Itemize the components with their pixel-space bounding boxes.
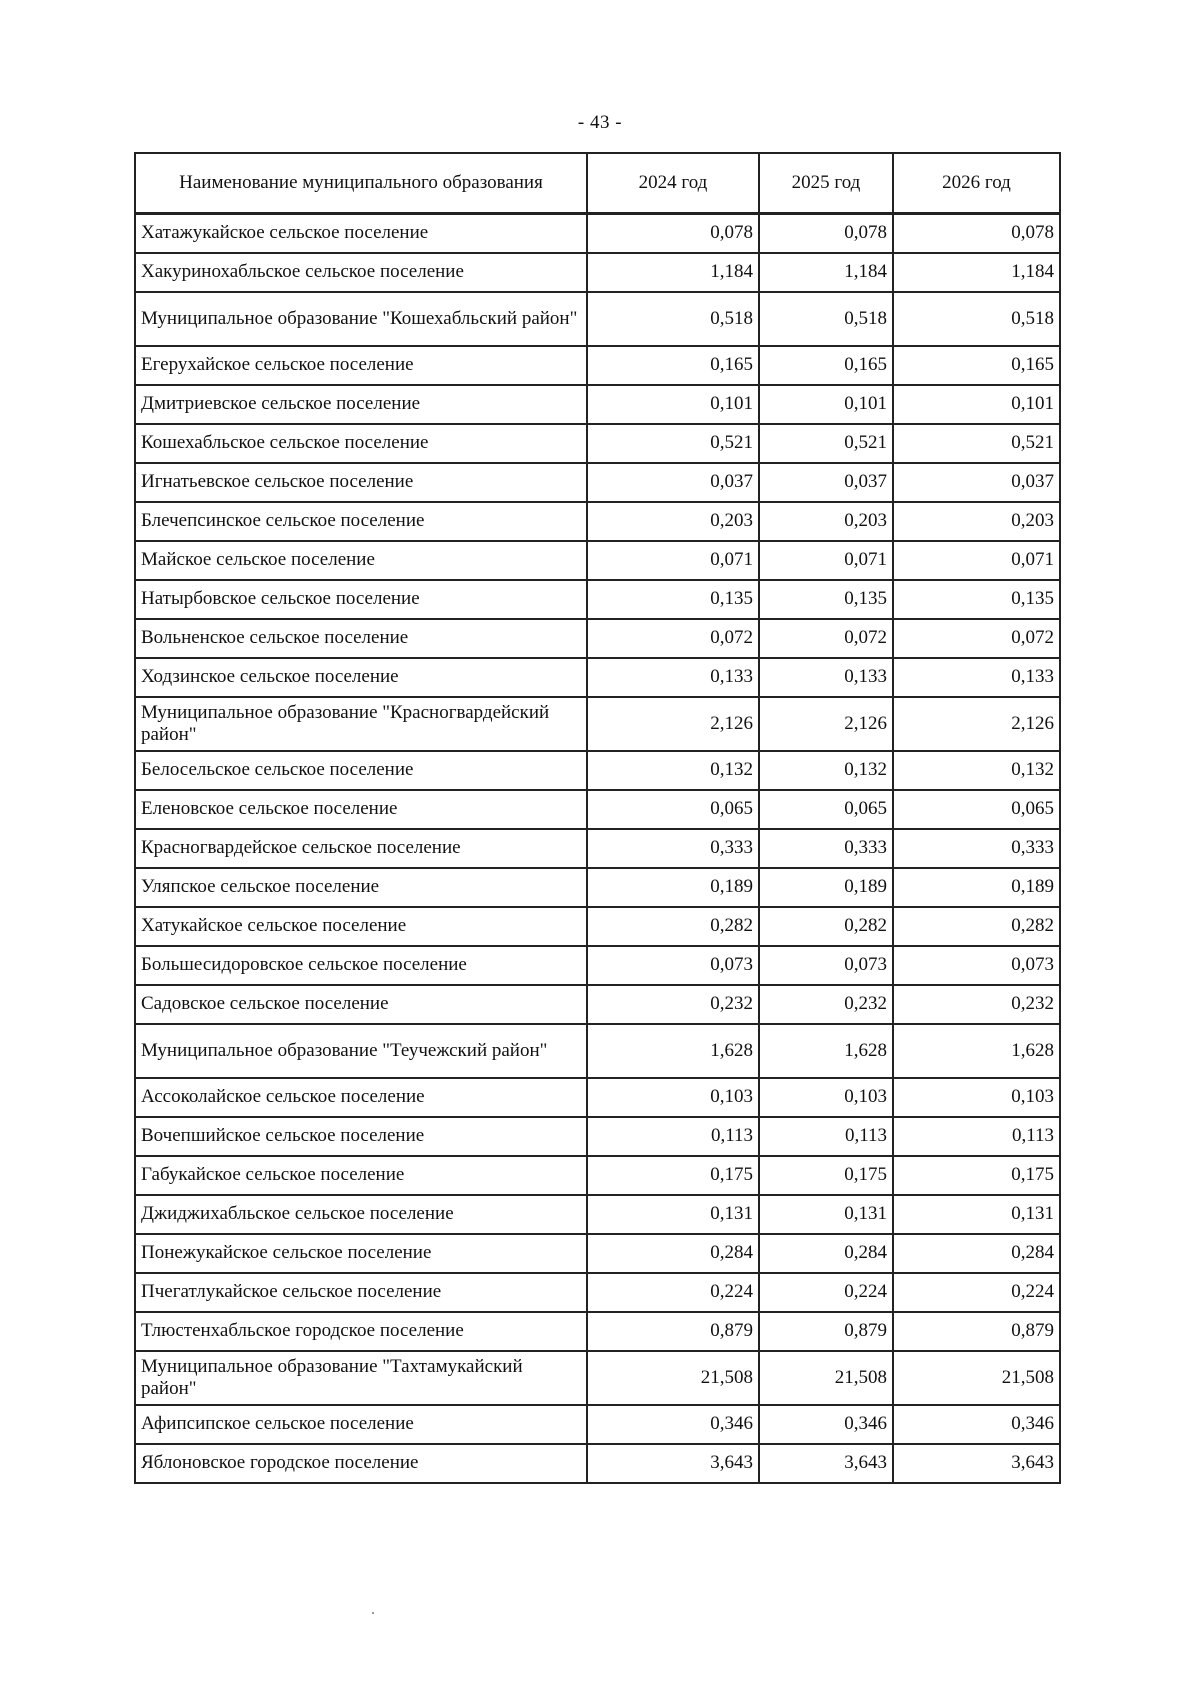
table-row <box>135 751 1060 790</box>
scan-speck <box>372 1612 374 1614</box>
municipality-name-cell: Хакуринохабльское сельское поселение <box>135 253 587 292</box>
municipality-name-cell: Афипсипское сельское поселение <box>135 1405 587 1444</box>
municipality-name-cell: Натырбовское сельское поселение <box>135 580 587 619</box>
value-2024-cell: 1,184 <box>587 253 759 292</box>
value-2026-cell: 1,184 <box>893 253 1060 292</box>
value-2024-cell: 0,346 <box>587 1405 759 1444</box>
value-2024-cell: 0,203 <box>587 502 759 541</box>
table-row <box>135 1195 1060 1234</box>
value-2026-cell: 0,346 <box>893 1405 1060 1444</box>
value-2025-cell: 2,126 <box>759 697 893 751</box>
value-2024-cell: 0,135 <box>587 580 759 619</box>
value-2025-cell: 0,078 <box>759 214 893 253</box>
value-2026-cell: 0,073 <box>893 946 1060 985</box>
value-2025-cell: 1,184 <box>759 253 893 292</box>
table-row <box>135 1078 1060 1117</box>
value-2025-cell: 0,232 <box>759 985 893 1024</box>
table-row <box>135 868 1060 907</box>
value-2024-cell: 0,165 <box>587 346 759 385</box>
value-2025-cell: 0,071 <box>759 541 893 580</box>
table-row <box>135 1234 1060 1273</box>
municipality-name-cell: Майское сельское поселение <box>135 541 587 580</box>
value-2025-cell: 0,101 <box>759 385 893 424</box>
table-row <box>135 580 1060 619</box>
value-2026-cell: 0,232 <box>893 985 1060 1024</box>
table-row <box>135 697 1060 751</box>
value-2025-cell: 0,224 <box>759 1273 893 1312</box>
table-row <box>135 424 1060 463</box>
value-2024-cell: 0,189 <box>587 868 759 907</box>
value-2025-cell: 0,333 <box>759 829 893 868</box>
value-2024-cell: 0,224 <box>587 1273 759 1312</box>
value-2026-cell: 0,071 <box>893 541 1060 580</box>
header-2024: 2024 год <box>587 153 759 214</box>
value-2026-cell: 0,135 <box>893 580 1060 619</box>
value-2026-cell: 0,113 <box>893 1117 1060 1156</box>
table-row <box>135 829 1060 868</box>
value-2025-cell: 1,628 <box>759 1024 893 1078</box>
municipality-name-cell: Блечепсинское сельское поселение <box>135 502 587 541</box>
municipality-name-cell: Дмитриевское сельское поселение <box>135 385 587 424</box>
table-row <box>135 985 1060 1024</box>
table-row <box>135 292 1060 346</box>
value-2026-cell: 0,065 <box>893 790 1060 829</box>
municipality-name-cell: Егерухайское сельское поселение <box>135 346 587 385</box>
municipality-name-cell: Муниципальное образование "Тахтамукайский район" <box>135 1351 587 1405</box>
municipality-name-cell: Муниципальное образование "Теучежский район" <box>135 1024 587 1078</box>
municipality-name-cell: Уляпское сельское поселение <box>135 868 587 907</box>
value-2025-cell: 0,065 <box>759 790 893 829</box>
value-2026-cell: 0,518 <box>893 292 1060 346</box>
value-2024-cell: 0,232 <box>587 985 759 1024</box>
value-2026-cell: 0,189 <box>893 868 1060 907</box>
value-2026-cell: 0,521 <box>893 424 1060 463</box>
value-2025-cell: 0,175 <box>759 1156 893 1195</box>
table-row <box>135 619 1060 658</box>
municipality-name-cell: Садовское сельское поселение <box>135 985 587 1024</box>
municipality-name-cell: Хатажукайское сельское поселение <box>135 214 587 253</box>
table-body <box>135 214 1060 1483</box>
value-2024-cell: 0,072 <box>587 619 759 658</box>
value-2025-cell: 0,073 <box>759 946 893 985</box>
municipality-name-cell: Ходзинское сельское поселение <box>135 658 587 697</box>
value-2024-cell: 0,175 <box>587 1156 759 1195</box>
value-2025-cell: 0,037 <box>759 463 893 502</box>
table-row <box>135 1312 1060 1351</box>
value-2024-cell: 1,628 <box>587 1024 759 1078</box>
value-2025-cell: 0,346 <box>759 1405 893 1444</box>
table-row <box>135 385 1060 424</box>
municipality-name-cell: Кошехабльское сельское поселение <box>135 424 587 463</box>
value-2026-cell: 0,133 <box>893 658 1060 697</box>
value-2025-cell: 21,508 <box>759 1351 893 1405</box>
table-header-row <box>135 153 1060 214</box>
value-2025-cell: 0,072 <box>759 619 893 658</box>
municipality-name-cell: Яблоновское городское поселение <box>135 1444 587 1483</box>
value-2026-cell: 21,508 <box>893 1351 1060 1405</box>
value-2024-cell: 0,078 <box>587 214 759 253</box>
table-row <box>135 541 1060 580</box>
value-2025-cell: 0,113 <box>759 1117 893 1156</box>
value-2026-cell: 0,103 <box>893 1078 1060 1117</box>
value-2025-cell: 0,189 <box>759 868 893 907</box>
municipality-name-cell: Муниципальное образование "Кошехабльский район" <box>135 292 587 346</box>
table-row <box>135 1024 1060 1078</box>
municipality-name-cell: Игнатьевское сельское поселение <box>135 463 587 502</box>
value-2024-cell: 0,113 <box>587 1117 759 1156</box>
value-2024-cell: 0,282 <box>587 907 759 946</box>
value-2025-cell: 0,282 <box>759 907 893 946</box>
value-2026-cell: 0,175 <box>893 1156 1060 1195</box>
header-municipality: Наименование муниципального образования <box>135 153 587 214</box>
value-2025-cell: 0,165 <box>759 346 893 385</box>
table-row <box>135 463 1060 502</box>
value-2026-cell: 0,078 <box>893 214 1060 253</box>
value-2024-cell: 0,879 <box>587 1312 759 1351</box>
municipality-name-cell: Муниципальное образование "Красногвардейский район" <box>135 697 587 751</box>
table-row <box>135 790 1060 829</box>
value-2024-cell: 0,065 <box>587 790 759 829</box>
value-2026-cell: 0,879 <box>893 1312 1060 1351</box>
municipality-name-cell: Хатукайское сельское поселение <box>135 907 587 946</box>
municipality-name-cell: Пчегатлукайское сельское поселение <box>135 1273 587 1312</box>
value-2025-cell: 0,518 <box>759 292 893 346</box>
municipality-name-cell: Белосельское сельское поселение <box>135 751 587 790</box>
value-2025-cell: 0,133 <box>759 658 893 697</box>
value-2024-cell: 0,518 <box>587 292 759 346</box>
value-2024-cell: 3,643 <box>587 1444 759 1483</box>
table-row <box>135 1405 1060 1444</box>
municipality-name-cell: Джиджихабльское сельское поселение <box>135 1195 587 1234</box>
municipality-name-cell: Еленовское сельское поселение <box>135 790 587 829</box>
table-row <box>135 658 1060 697</box>
value-2024-cell: 0,132 <box>587 751 759 790</box>
value-2026-cell: 0,333 <box>893 829 1060 868</box>
value-2025-cell: 0,135 <box>759 580 893 619</box>
value-2025-cell: 0,284 <box>759 1234 893 1273</box>
header-2026: 2026 год <box>893 153 1060 214</box>
value-2024-cell: 0,284 <box>587 1234 759 1273</box>
municipality-name-cell: Тлюстенхабльское городское поселение <box>135 1312 587 1351</box>
value-2024-cell: 0,521 <box>587 424 759 463</box>
table-row <box>135 946 1060 985</box>
header-2025: 2025 год <box>759 153 893 214</box>
value-2026-cell: 0,037 <box>893 463 1060 502</box>
value-2024-cell: 0,101 <box>587 385 759 424</box>
value-2026-cell: 0,132 <box>893 751 1060 790</box>
value-2024-cell: 0,333 <box>587 829 759 868</box>
value-2026-cell: 0,203 <box>893 502 1060 541</box>
value-2026-cell: 0,224 <box>893 1273 1060 1312</box>
table-row <box>135 346 1060 385</box>
value-2026-cell: 0,165 <box>893 346 1060 385</box>
table-row <box>135 502 1060 541</box>
municipality-name-cell: Понежукайское сельское поселение <box>135 1234 587 1273</box>
value-2025-cell: 0,131 <box>759 1195 893 1234</box>
value-2024-cell: 2,126 <box>587 697 759 751</box>
value-2025-cell: 0,203 <box>759 502 893 541</box>
value-2024-cell: 0,133 <box>587 658 759 697</box>
value-2025-cell: 3,643 <box>759 1444 893 1483</box>
value-2024-cell: 21,508 <box>587 1351 759 1405</box>
value-2024-cell: 0,073 <box>587 946 759 985</box>
municipality-name-cell: Вольненское сельское поселение <box>135 619 587 658</box>
value-2025-cell: 0,132 <box>759 751 893 790</box>
municipality-name-cell: Большесидоровское сельское поселение <box>135 946 587 985</box>
value-2025-cell: 0,521 <box>759 424 893 463</box>
municipality-name-cell: Ассоколайское сельское поселение <box>135 1078 587 1117</box>
value-2026-cell: 1,628 <box>893 1024 1060 1078</box>
budget-table <box>134 152 1061 1484</box>
table-row <box>135 1444 1060 1483</box>
table-row <box>135 1156 1060 1195</box>
value-2026-cell: 0,101 <box>893 385 1060 424</box>
value-2026-cell: 0,131 <box>893 1195 1060 1234</box>
value-2024-cell: 0,037 <box>587 463 759 502</box>
value-2024-cell: 0,131 <box>587 1195 759 1234</box>
value-2025-cell: 0,879 <box>759 1312 893 1351</box>
value-2024-cell: 0,103 <box>587 1078 759 1117</box>
value-2025-cell: 0,103 <box>759 1078 893 1117</box>
municipality-name-cell: Вочепшийское сельское поселение <box>135 1117 587 1156</box>
value-2026-cell: 0,284 <box>893 1234 1060 1273</box>
municipality-name-cell: Габукайское сельское поселение <box>135 1156 587 1195</box>
table-row <box>135 214 1060 253</box>
page-number: - 43 - <box>577 112 623 133</box>
value-2026-cell: 0,072 <box>893 619 1060 658</box>
value-2024-cell: 0,071 <box>587 541 759 580</box>
municipality-name-cell: Красногвардейское сельское поселение <box>135 829 587 868</box>
value-2026-cell: 3,643 <box>893 1444 1060 1483</box>
table-row <box>135 253 1060 292</box>
table-row <box>135 1273 1060 1312</box>
value-2026-cell: 2,126 <box>893 697 1060 751</box>
value-2026-cell: 0,282 <box>893 907 1060 946</box>
table-row <box>135 907 1060 946</box>
table-row <box>135 1351 1060 1405</box>
table-row <box>135 1117 1060 1156</box>
